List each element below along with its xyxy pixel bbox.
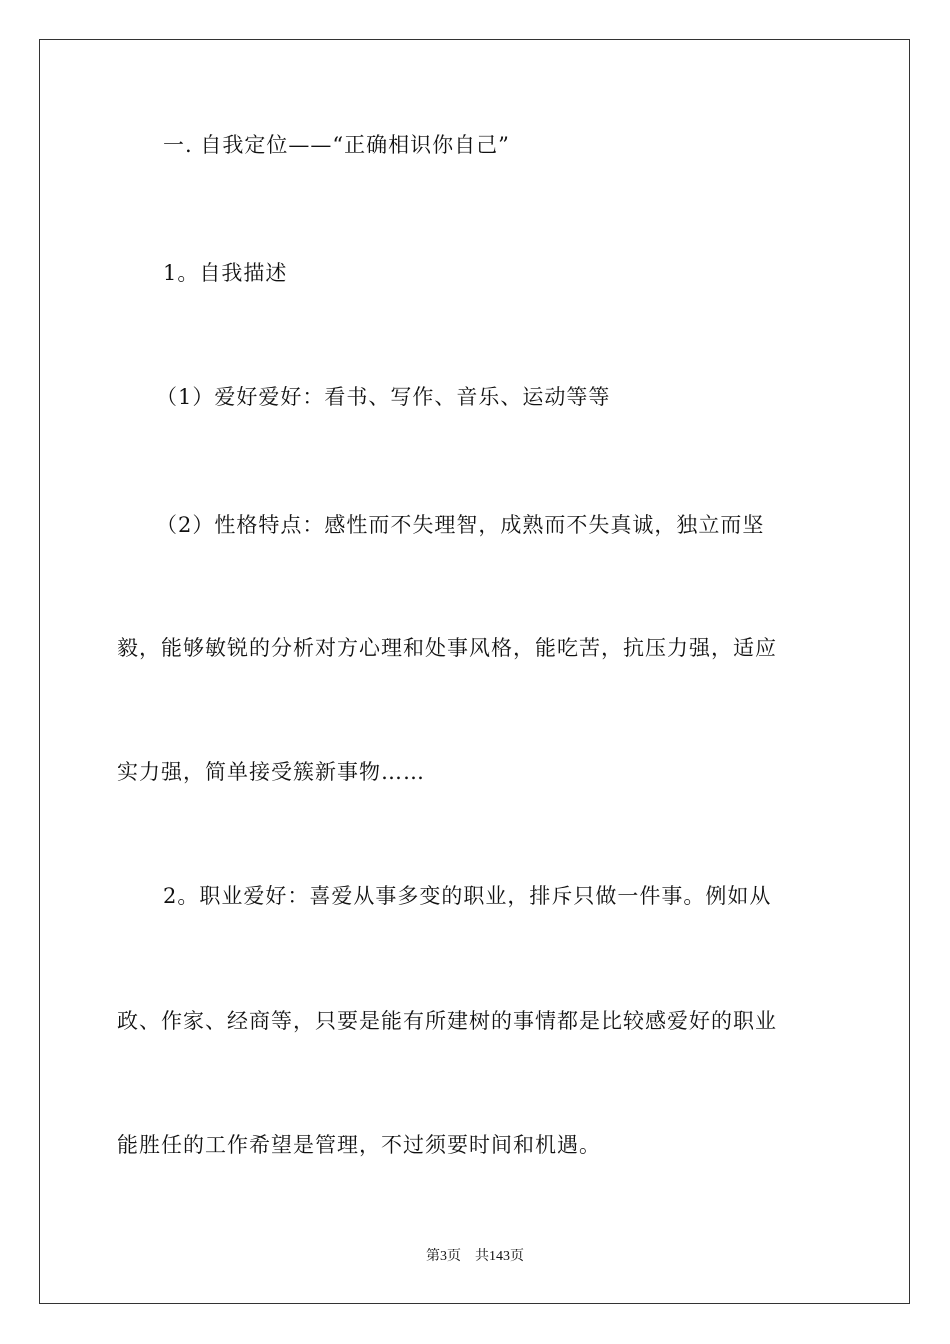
paragraph-career-line-2: 政、作家、经商等，只要是能有所建树的事情都是比较感爱好的职业	[117, 1009, 777, 1033]
paragraph-career-line-1: 2。职业爱好：喜爱从事多变的职业，排斥只做一件事。例如从	[163, 884, 772, 908]
page-number: 第3页	[426, 1249, 461, 1264]
paragraph-career-line-3: 能胜任的工作希望是管理，不过须要时间和机遇。	[117, 1133, 601, 1157]
section-heading: 一. 自我定位——“正确相识你自己”	[163, 133, 510, 157]
paragraph-personality-line-1: （2）性格特点：感性而不失理智，成熟而不失真诚，独立而坚	[156, 513, 765, 537]
paragraph-hobbies: （1）爱好爱好：看书、写作、音乐、运动等等	[156, 385, 611, 409]
total-pages: 共143页	[475, 1249, 524, 1264]
paragraph-personality-line-3: 实力强，简单接受簇新事物……	[117, 760, 425, 784]
subsection-title-self-description: 1。自我描述	[163, 261, 288, 285]
page-footer	[0, 1248, 950, 1266]
page-border	[39, 39, 910, 1304]
paragraph-personality-line-2: 毅，能够敏锐的分析对方心理和处事风格，能吃苦，抗压力强，适应	[117, 636, 777, 660]
